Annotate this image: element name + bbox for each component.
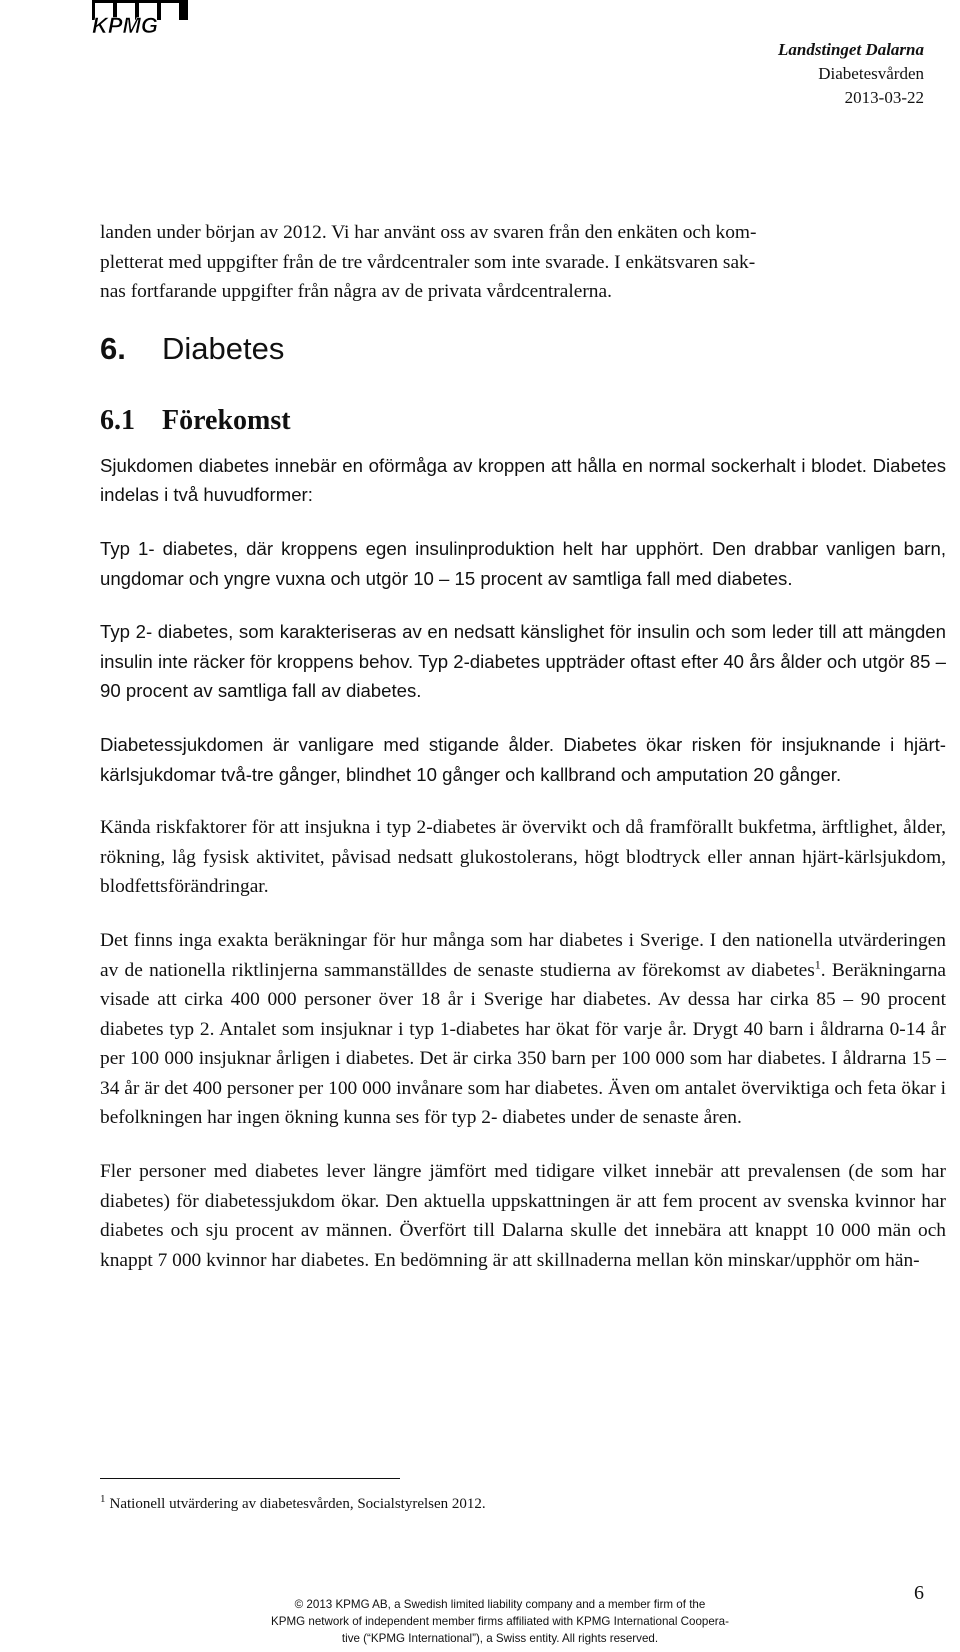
prevalence-text-a: Det finns inga exakta beräkningar för hur många som har diabetes i Sverige. I den nationella utvärderingen av de nationella riktlinjerna sammanställdes de senaste studierna av förekomst av diabetes bbox=[100, 929, 946, 981]
paragraph-definition: Sjukdomen diabetes innebär en oförmåga av kroppen att hålla en normal sockerhalt i blodet. Diabetes indelas i två huvudformer: bbox=[100, 454, 946, 506]
footnote bbox=[100, 1488, 486, 1515]
section-title: Diabetes bbox=[162, 330, 285, 366]
footnote-text: Nationell utvärdering av diabetesvården, Socialstyrelsen 2012. bbox=[109, 1496, 486, 1512]
footnote-divider bbox=[100, 1478, 400, 1479]
subsection-number: 6.1 bbox=[100, 404, 135, 436]
paragraph-type1: Typ 1- diabetes, där kroppens egen insulinproduktion helt har upphört. Den drabbar vanligen barn, ungdomar och yngre vuxna och utgör 10 – 15 procent av samtliga fall med diabetes. bbox=[100, 537, 946, 589]
header-date: 2013-03-22 bbox=[844, 88, 924, 107]
kpmg-logo-text: KPMG bbox=[92, 13, 158, 36]
footnote-reference: 1 bbox=[814, 957, 821, 972]
prevalence-text-b: . Beräkningarna visade att cirka 400 000 personer över 18 år i Sverige har diabetes. Av dessa har cirka 85 – 90 procent diabetes typ 2. Antalet som insjuknar i typ 1-diabetes har ökat för varje år. Drygt 40 barn i åldrarna 0-14 år per 100 000 insjuknar årligen i diabetes. Det är cirka 350 barn per 100 000 som har diabetes. I åldrarna 15 – 34 år är det 400 personer per 100 000 invånare som har diabetes. Även om antalet överviktiga och feta ökar i befolkningen har ingen ökning kunna ses för typ 2- diabetes under de senaste åren. bbox=[100, 959, 946, 1129]
paragraph-type2: Typ 2- diabetes, som karakteriseras av en nedsatt känslighet för insulin och som leder till att mängden insulin inte räcker för kroppens behov. Typ 2-diabetes uppträder oftast efter 40 års ålder och utgör 85 – 90 procent av samtliga fall av diabetes. bbox=[100, 621, 946, 702]
header-organization: Landstinget Dalarna bbox=[778, 40, 924, 59]
section-number: 6. bbox=[100, 330, 126, 366]
copyright-notice bbox=[200, 1596, 800, 1647]
paragraph-prevalence-sweden bbox=[100, 926, 946, 1133]
intro-line-2: pletterat med uppgifter från de tre vårdcentraler som inte svarade. I enkätsvaren sak- bbox=[100, 251, 756, 273]
copyright-line-2: KPMG network of independent member firms affiliated with KPMG International Coopera- bbox=[271, 1615, 729, 1628]
intro-paragraph bbox=[100, 218, 946, 307]
copyright-line-1: © 2013 KPMG AB, a Swedish limited liability company and a member firm of the bbox=[294, 1598, 706, 1611]
page-number: 6 bbox=[914, 1582, 924, 1604]
section-heading bbox=[100, 329, 946, 369]
kpmg-logo-mark bbox=[92, 0, 188, 36]
paragraph-age-risk: Diabetessjukdomen är vanligare med stigande ålder. Diabetes ökar risken för insjuknande i hjärt-kärlsjukdomar två-tre gånger, blindhet 10 gånger och kallbrand och amputation 20 gånger. bbox=[100, 733, 946, 785]
paragraph-risk-factors: Kända riskfaktorer för att insjukna i typ 2-diabetes är övervikt och då framförallt bukfetma, ärftlighet, ålder, rökning, låg fysisk aktivitet, påvisad nedsatt glukostolerans, högt blodtryck eller annan hjärt-kärlsjukdom, blodfettsförändringar. bbox=[100, 817, 946, 898]
header-subject: Diabetesvården bbox=[818, 64, 924, 83]
paragraph-prevalence-dalarna: Fler personer med diabetes lever längre jämfört med tidigare vilket innebär att prevalensen (de som har diabetes) för diabetessjukdom ökar. Den aktuella uppskattningen är att fem procent av svenska kvinnor har diabetes och sju procent av männen. Överfört till Dalarna skulle det innebära att knappt 10 000 män och knappt 7 000 kvinnor har diabetes. En bedömning är att skillnaderna mellan kön minskar/upphör om hän- bbox=[100, 1161, 946, 1271]
page-header bbox=[778, 38, 924, 110]
copyright-line-3: tive (“KPMG International”), a Swiss entity. All rights reserved. bbox=[341, 1632, 659, 1645]
subsection-title: Förekomst bbox=[162, 404, 291, 436]
kpmg-logo bbox=[92, 0, 188, 36]
subsection-heading bbox=[100, 403, 946, 439]
footnote-number: 1 bbox=[100, 1493, 106, 1505]
intro-line-1: landen under början av 2012. Vi har använt oss av svaren från den enkäten och kom- bbox=[100, 222, 757, 243]
page-body bbox=[100, 218, 946, 1275]
intro-line-3: nas fortfarande uppgifter från några av de privata vårdcentralerna. bbox=[100, 281, 612, 303]
